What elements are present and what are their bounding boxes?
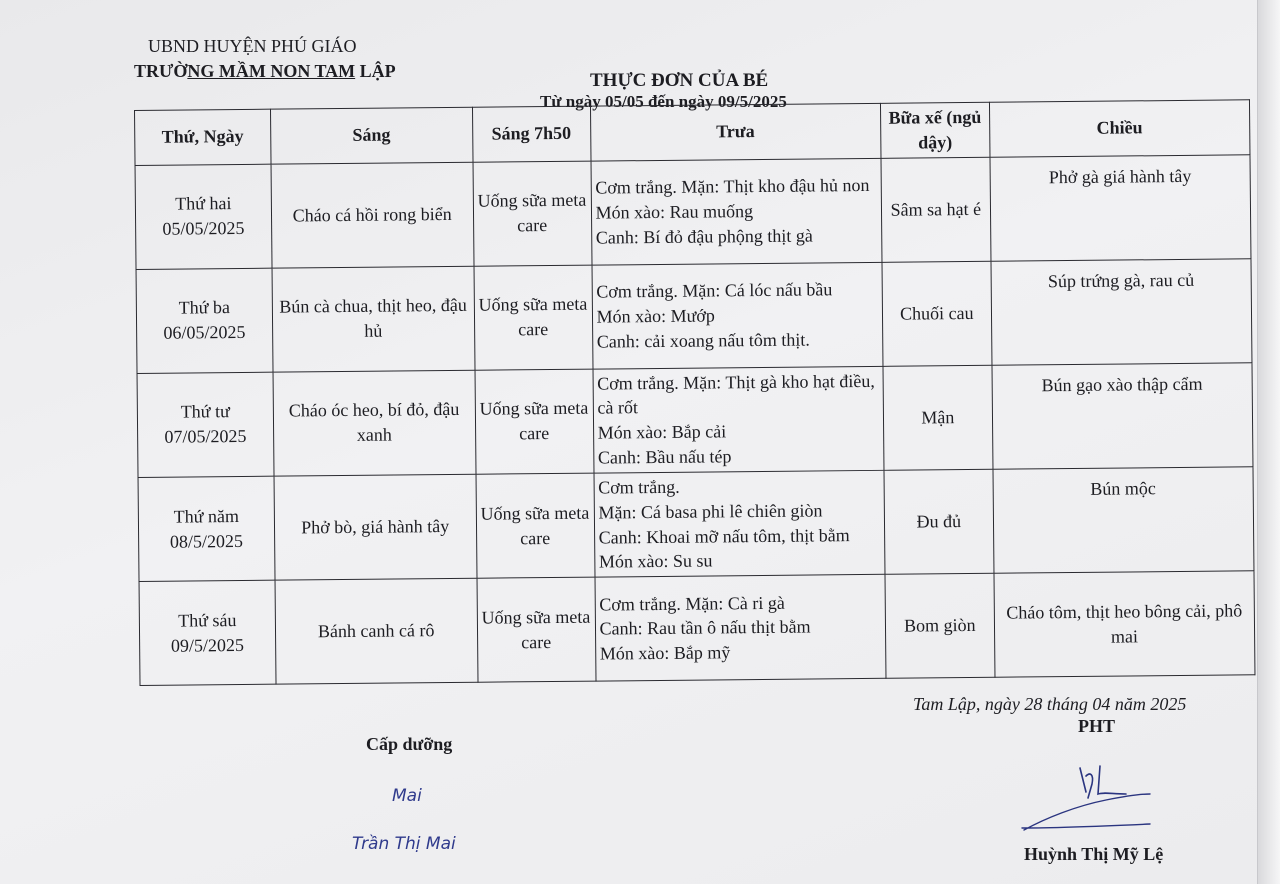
day-name: Thứ năm bbox=[173, 505, 239, 527]
nap-snack-cell: Sâm sa hạt é bbox=[881, 157, 991, 262]
morning-snack-cell: Uống sữa meta care bbox=[474, 265, 593, 370]
lunch-line: Cơm trắng. Mặn: Thịt kho đậu hủ non bbox=[595, 174, 870, 198]
morning-snack-cell: Uống sữa meta care bbox=[477, 577, 596, 682]
lunch-line: Món xào: Bắp mỹ bbox=[599, 642, 731, 664]
school-name-suffix: LẬP bbox=[355, 61, 396, 81]
lunch-line: Cơm trắng. Mặn: Cá lóc nấu bầu bbox=[596, 279, 833, 302]
nap-snack-cell: Mận bbox=[883, 365, 993, 470]
table-row-tuesday bbox=[136, 258, 1252, 373]
nap-snack-cell: Bom giòn bbox=[885, 574, 995, 679]
day-cell bbox=[137, 372, 274, 478]
lunch-cell bbox=[595, 575, 886, 682]
school-name bbox=[134, 61, 396, 82]
place-and-date: Tam Lập, ngày 28 tháng 04 năm 2025 bbox=[913, 694, 1187, 714]
day-cell bbox=[139, 580, 276, 685]
day-cell bbox=[136, 268, 273, 373]
lunch-line: Canh: Bầu nấu tép bbox=[597, 446, 732, 468]
principal-name: Huỳnh Thị Mỹ Lệ bbox=[1024, 844, 1164, 864]
day-cell bbox=[135, 164, 272, 269]
lunch-cell bbox=[593, 366, 884, 473]
school-name-prefix: TRƯỜ bbox=[134, 61, 188, 81]
day-date: 05/05/2025 bbox=[162, 218, 245, 239]
breakfast-cell: Bánh canh cá rô bbox=[275, 579, 478, 685]
breakfast-cell: Bún cà chua, thịt heo, đậu hủ bbox=[272, 266, 475, 372]
page-edge bbox=[1257, 0, 1280, 884]
afternoon-cell: Cháo tôm, thịt heo bông cải, phô mai bbox=[994, 571, 1255, 677]
menu-date-range: Từ ngày 05/05 đến ngày 09/5/2025 bbox=[540, 92, 787, 111]
principal-signature-icon bbox=[1016, 758, 1156, 838]
lunch-line: Canh: Bí đỏ đậu phộng thịt gà bbox=[595, 225, 813, 248]
col-header-morning-snack: Sáng 7h50 bbox=[472, 106, 591, 162]
breakfast-cell: Phở bò, giá hành tây bbox=[274, 474, 477, 580]
lunch-line: Món xào: Mướp bbox=[596, 305, 715, 327]
lunch-line: Canh: cải xoang nấu tôm thịt. bbox=[596, 329, 810, 352]
weekly-menu-table bbox=[134, 99, 1255, 686]
day-name: Thứ ba bbox=[178, 297, 230, 318]
lunch-cell bbox=[592, 262, 883, 369]
col-header-afternoon: Chiều bbox=[989, 100, 1250, 157]
day-name: Thứ hai bbox=[175, 193, 232, 214]
lunch-line: Mặn: Cá basa phi lê chiên giòn bbox=[598, 500, 823, 523]
org-name: UBND HUYỆN PHÚ GIÁO bbox=[148, 36, 357, 56]
lunch-line: Món xào: Su su bbox=[598, 550, 713, 573]
table-row-thursday bbox=[138, 467, 1254, 582]
afternoon-cell: Bún gạo xào thập cẩm bbox=[992, 362, 1253, 469]
day-date: 06/05/2025 bbox=[163, 322, 246, 343]
col-header-lunch: Trưa bbox=[590, 103, 881, 160]
cook-signature: Mai bbox=[392, 786, 422, 806]
day-name: Thứ sáu bbox=[178, 609, 237, 631]
col-header-breakfast: Sáng bbox=[270, 107, 472, 164]
lunch-line: Canh: Rau tần ô nấu thịt bằm bbox=[599, 616, 811, 639]
lunch-line: Món xào: Rau muống bbox=[595, 200, 754, 223]
table-row-wednesday bbox=[137, 362, 1253, 477]
menu-title: THỰC ĐƠN CỦA BÉ bbox=[590, 70, 769, 91]
lunch-line: Món xào: Bắp cải bbox=[597, 421, 727, 443]
lunch-line: Cơm trắng. bbox=[598, 476, 680, 498]
morning-snack-cell: Uống sữa meta care bbox=[476, 473, 595, 578]
cook-handwritten-name: Trần Thị Mai bbox=[352, 834, 456, 854]
cook-title: Cấp dưỡng bbox=[366, 734, 453, 754]
nap-snack-cell: Chuối cau bbox=[882, 261, 992, 366]
table-row-monday bbox=[135, 154, 1251, 269]
nap-snack-cell: Đu đủ bbox=[884, 469, 994, 574]
col-header-nap-snack: Bữa xế (ngủ dậy) bbox=[880, 102, 989, 158]
morning-snack-cell: Uống sữa meta care bbox=[473, 161, 592, 266]
lunch-line: Cơm trắng. Mặn: Thịt gà kho hạt điều, cà rốt bbox=[597, 370, 875, 419]
principal-title: PHT bbox=[1078, 716, 1116, 736]
day-date: 08/5/2025 bbox=[169, 530, 244, 552]
lunch-cell bbox=[594, 470, 885, 577]
table-row-friday bbox=[139, 571, 1255, 686]
day-cell bbox=[138, 476, 275, 582]
afternoon-cell: Súp trứng gà, rau củ bbox=[991, 258, 1252, 364]
lunch-line: Cơm trắng. Mặn: Cà ri gà bbox=[599, 592, 785, 615]
lunch-line: Canh: Khoai mỡ nấu tôm, thịt bằm bbox=[598, 524, 850, 548]
lunch-cell bbox=[591, 158, 882, 265]
day-date: 09/5/2025 bbox=[170, 634, 245, 656]
school-name-underlined: NG MẦM NON TAM bbox=[187, 61, 356, 81]
day-name: Thứ tư bbox=[180, 401, 230, 423]
breakfast-cell: Cháo cá hồi rong biển bbox=[271, 162, 474, 268]
afternoon-cell: Bún mộc bbox=[993, 467, 1254, 574]
col-header-day: Thứ, Ngày bbox=[135, 109, 271, 165]
afternoon-cell: Phở gà giá hành tây bbox=[990, 154, 1251, 260]
breakfast-cell: Cháo óc heo, bí đỏ, đậu xanh bbox=[273, 370, 476, 476]
day-date: 07/05/2025 bbox=[164, 426, 247, 448]
morning-snack-cell: Uống sữa meta care bbox=[475, 369, 594, 474]
